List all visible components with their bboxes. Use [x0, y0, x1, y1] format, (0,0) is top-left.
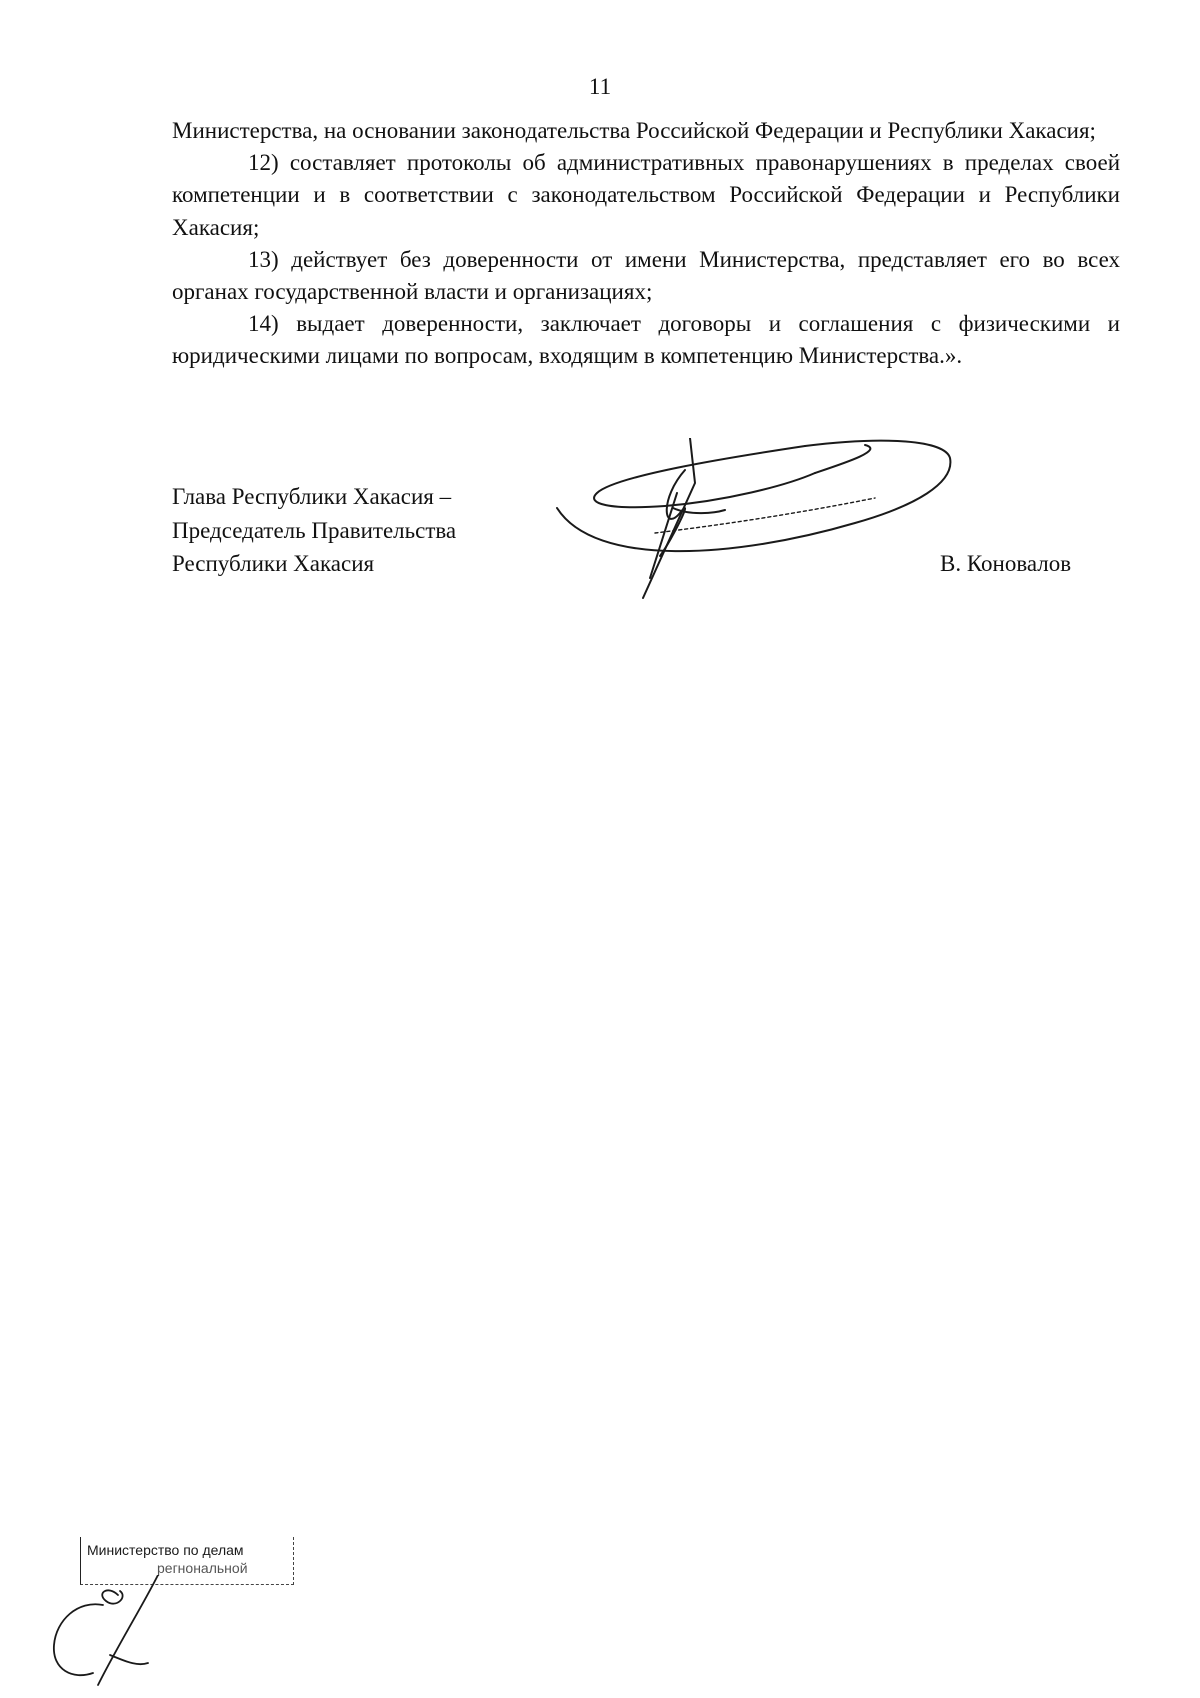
document-body: [172, 115, 1120, 373]
initials-signature: [48, 1575, 178, 1695]
paragraph-item-13: 13) действует без доверенности от имени Министерства, представляет его во всех органах государственной власти и организациях;: [172, 246, 1120, 305]
signatory-position-line: Глава Республики Хакасия –: [172, 484, 452, 509]
stamp-text-line: Министерство по делам: [87, 1542, 244, 1558]
handwritten-signature: [555, 438, 975, 638]
paragraph-item-14: 14) выдает доверенности, заключает договоры и соглашения с физическими и юридическими лицами по вопросам, входящим в компетенцию Министерства.».: [172, 311, 1120, 369]
signatory-position: [172, 480, 502, 581]
signatory-position-line: Председатель Правительства: [172, 517, 457, 543]
page-number: 11: [588, 74, 612, 99]
paragraph-continuation: Министерства, на основании законодательства Российской Федерации и Республики Хакасия;: [172, 118, 1096, 143]
signatory-position-line: Республики Хакасия: [172, 551, 375, 576]
paragraph-item-12: 12) составляет протоколы об административных правонарушениях в пределах своей компетенции и в соответствии с законодательством Российской Федерации и Республики Хакасия;: [172, 150, 1120, 240]
signatory-name: В. Коновалов: [940, 551, 1072, 576]
stamp-text-line: регнональной: [157, 1560, 248, 1576]
